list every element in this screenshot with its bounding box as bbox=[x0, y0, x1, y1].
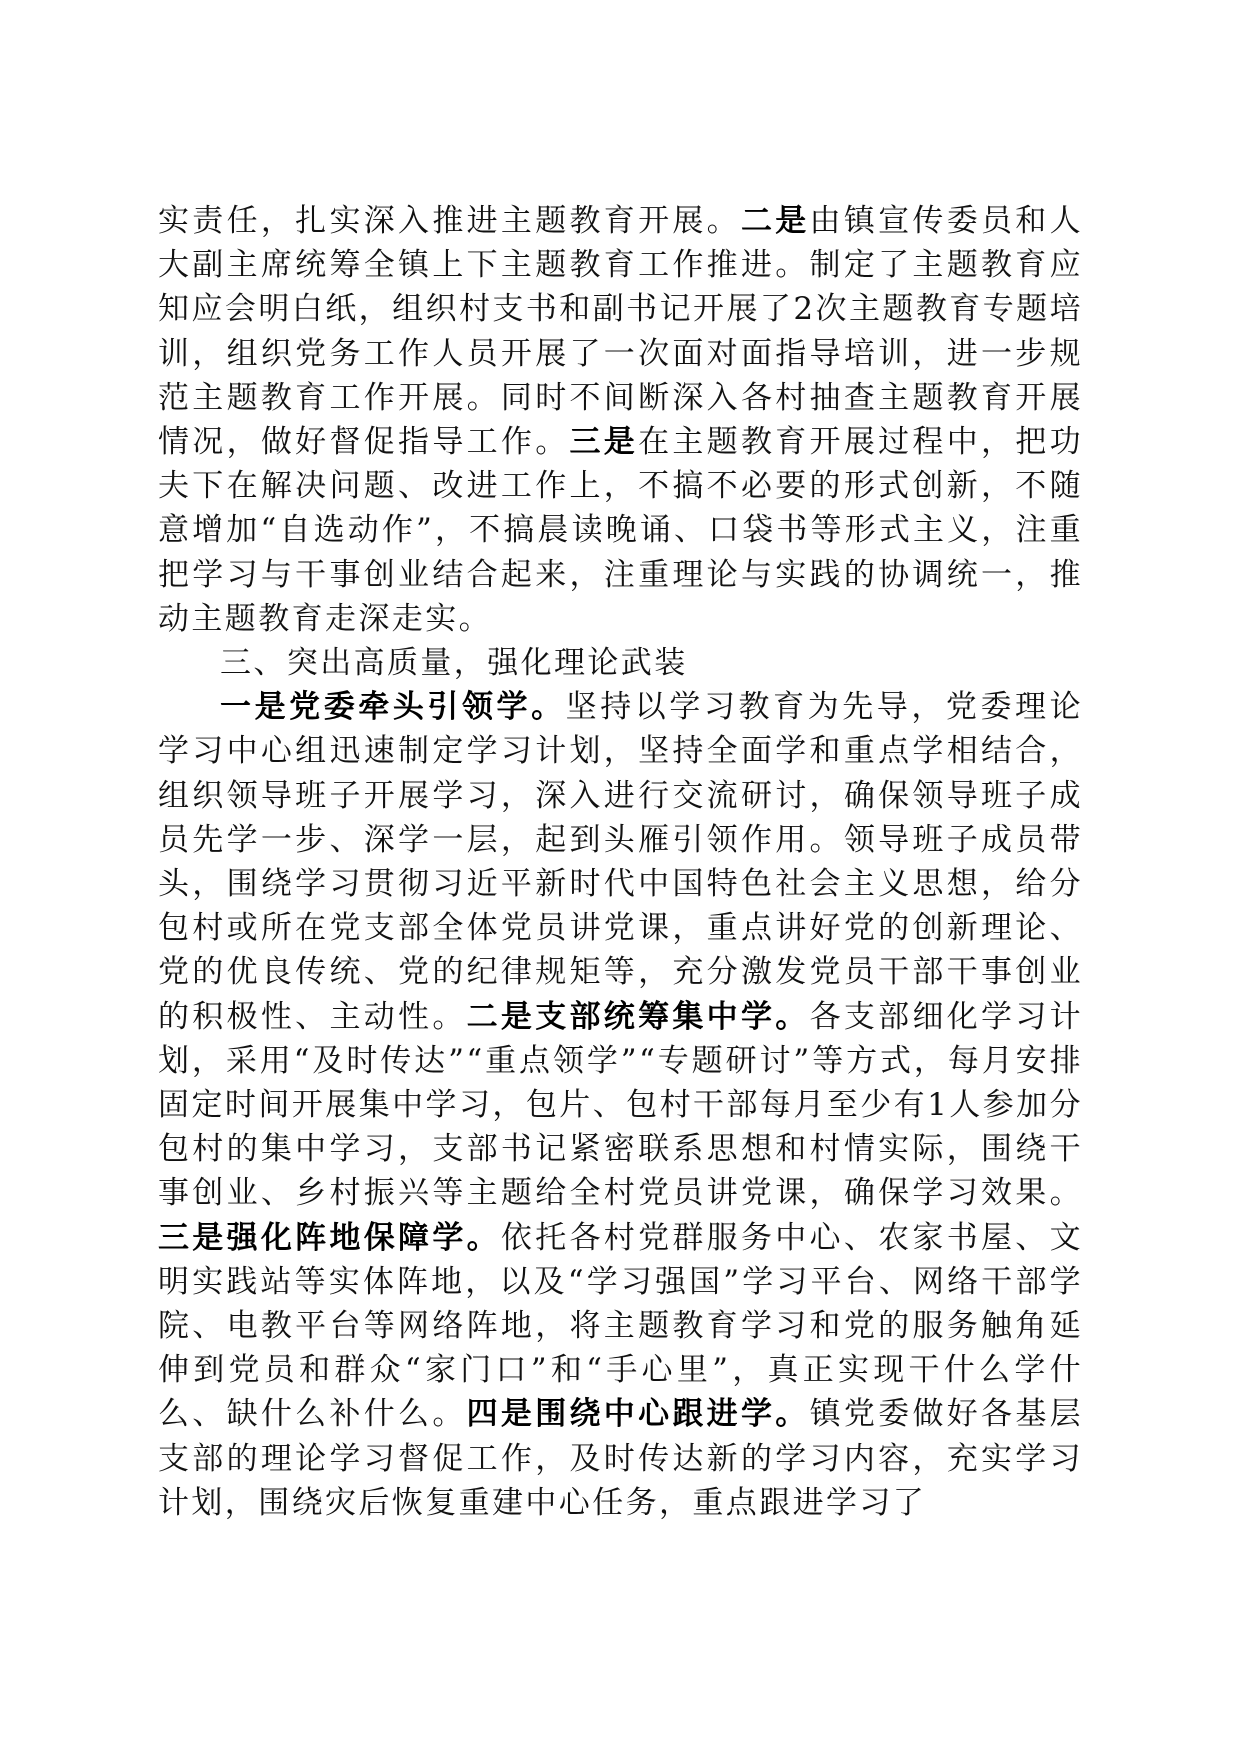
bold-lead-fourth: 四是围绕中心跟进学。 bbox=[466, 1396, 810, 1433]
paragraph-continuation bbox=[158, 199, 1083, 641]
paragraph-text: 坚持以学习教育为先导，党委理论学习中心组迅速制定学习计划，坚持全面学和重点学相结合，组织领导班子开展学习，深入进行交流研讨，确保领导班子成员先学一步、深学一层，起到头雁引领作用。领导班子成员带头，围绕学习贯彻习近平新时代中国特色社会主义思想，给分包村或所在党支部全体党员讲党课，重点讲好党的创新理论、党的优良传统、党的纪律规矩等，充分激发党员干部干事创业的积极性、主动性。 bbox=[158, 689, 1084, 1035]
paragraph-learning bbox=[158, 685, 1083, 1525]
bold-lead-first: 一是党委牵头引领学。 bbox=[220, 689, 566, 726]
paragraph-text: 各支部细化学习计划，采用“及时传达”“重点领学”“专题研讨”等方式，每月安排固定时间开展集中学习，包片、包村干部每月至少有1人参加分包村的集中学习，支部书记紧密联系思想和村情实际，围绕干事创业、乡村振兴等主题给全村党员讲党课，确保学习效果。 bbox=[158, 998, 1084, 1212]
paragraph-text: 实责任，扎实深入推进主题教育开展。 bbox=[158, 203, 741, 239]
paragraph-text: 依托各村党群服务中心、农家书屋、文明实践站等实体阵地，以及“学习强国”学习平台、网络干部学院、电教平台等网络阵地，将主题教育学习和党的服务触角延伸到党员和群众“家门口”和“手心里”，真正实现干什么学什么、缺什么补什么。 bbox=[158, 1219, 1083, 1433]
paragraph-text: 由镇宣传委员和人大副主席统筹全镇上下主题教育工作推进。制定了主题教育应知应会明白纸，组织村支书和副书记开展了2次主题教育专题培训，组织党务工作人员开展了一次面对面指导培训，进一步规范主题教育工作开展。同时不间断深入各村抽查主题教育开展情况，做好督促指导工作。 bbox=[158, 203, 1083, 461]
bold-marker-second: 二是 bbox=[740, 203, 810, 239]
section-heading: 三、突出高质量，强化理论武装 bbox=[220, 645, 688, 682]
bold-lead-second: 二是支部统筹集中学。 bbox=[466, 998, 810, 1035]
paragraph-text: 在主题教育开展过程中，把功夫下在解决问题、改进工作上，不搞不必要的形式创新，不随意增加“自选动作”，不搞晨读晚诵、口袋书等形式主义，注重把学习与干事创业结合起来，注重理论与实践的协调统一，推动主题教育走深走实。 bbox=[158, 424, 1083, 637]
bold-marker-third: 三是 bbox=[569, 424, 639, 461]
document-body bbox=[158, 199, 1083, 1525]
paragraph-text: 镇党委做好各基层支部的理论学习督促工作，及时传达新的学习内容，充实学习计划，围绕灾后恢复重建中心任务，重点跟进学习了 bbox=[158, 1396, 1084, 1521]
bold-lead-third: 三是强化阵地保障学。 bbox=[158, 1219, 501, 1256]
